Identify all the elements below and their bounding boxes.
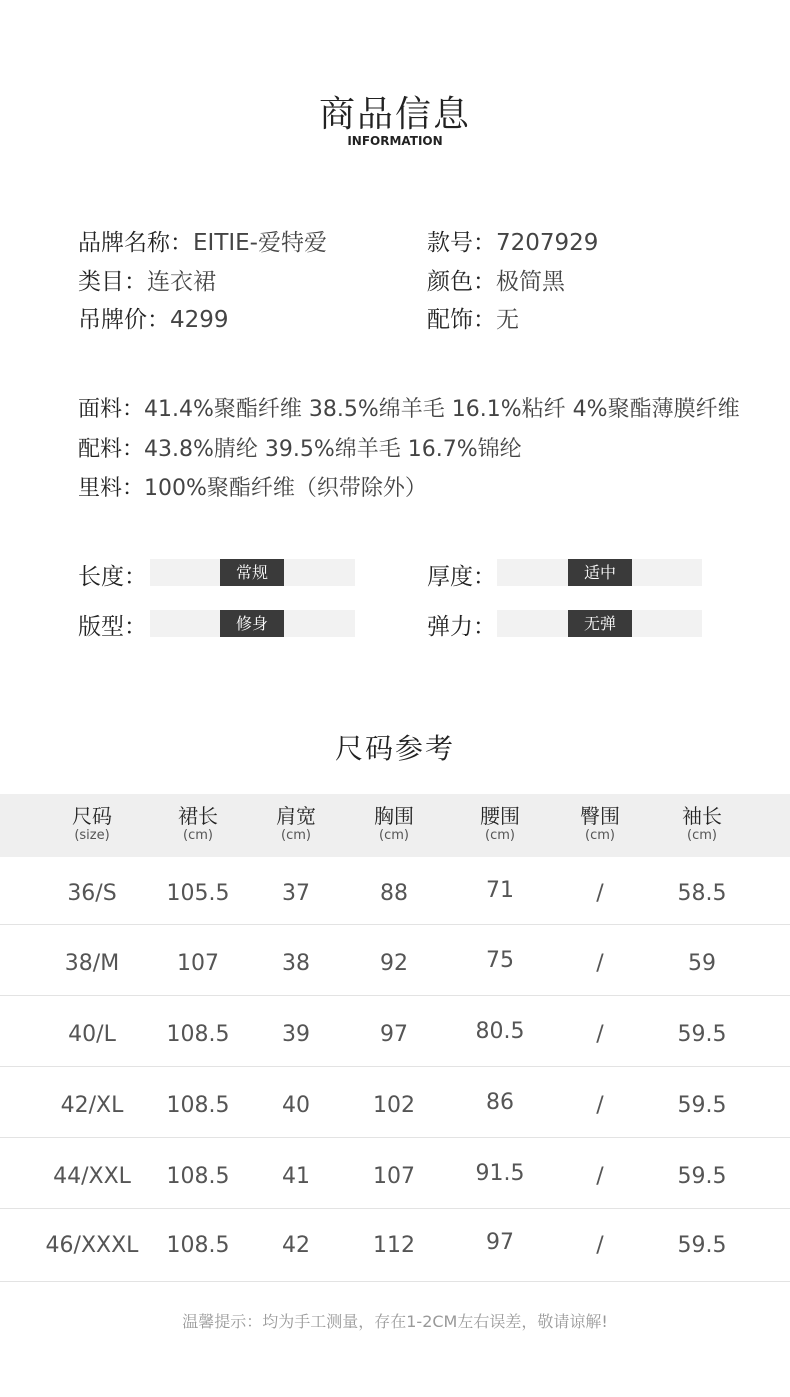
table-row [0, 857, 790, 925]
page-subtitle: INFORMATION [347, 134, 443, 148]
table-row [0, 1209, 790, 1282]
table-cell: 59.5 [677, 1022, 727, 1047]
accessory-label: 配饰： [427, 307, 496, 333]
col-header-name: 尺码 [72, 804, 112, 828]
table-cell: 108.5 [166, 1164, 230, 1189]
size-chart-title: 尺码参考 [334, 732, 455, 765]
table-cell: 59.5 [677, 1093, 727, 1118]
table-cell: 112 [373, 1233, 415, 1258]
table-cell: 108.5 [166, 1233, 230, 1258]
col-header-size [42, 804, 142, 844]
col-header-shoulder [246, 804, 346, 844]
col-header-name: 肩宽 [276, 804, 316, 828]
fit-bar [150, 610, 355, 637]
col-header-unit: (cm) [281, 828, 311, 843]
table-row [0, 1067, 790, 1138]
col-header-name: 臀围 [580, 804, 620, 828]
table-row [0, 996, 790, 1067]
col-header-name: 裙长 [178, 804, 218, 828]
lining-value: 100%聚酯纤维（织带除外） [144, 476, 427, 501]
table-cell: / [596, 951, 604, 976]
col-header-unit: (cm) [585, 828, 615, 843]
col-header-waist [450, 804, 550, 844]
price-label: 吊牌价： [78, 307, 170, 333]
col-header-hip [550, 804, 650, 844]
table-cell: 108.5 [166, 1022, 230, 1047]
length-tag: 常规 [220, 559, 284, 586]
col-header-unit: (cm) [687, 828, 717, 843]
col-header-bust [344, 804, 444, 844]
thickness-bar [497, 559, 702, 586]
col-header-unit: (cm) [485, 828, 515, 843]
accessory-value: 无 [496, 307, 519, 333]
trim-label: 配料： [78, 437, 145, 462]
col-header-name: 腰围 [480, 804, 520, 828]
category-label: 类目： [78, 269, 147, 295]
color-info [427, 263, 565, 296]
table-cell: 59.5 [677, 1233, 727, 1258]
table-cell: 86 [486, 1090, 514, 1115]
fabric-info [78, 392, 740, 423]
brand-value: EITIE-爱特爱 [193, 230, 327, 256]
table-cell: 88 [380, 881, 408, 906]
table-cell: 40 [282, 1093, 310, 1118]
category-info [78, 263, 216, 296]
accessory-info [427, 301, 519, 334]
table-cell: 42/XL [60, 1093, 124, 1118]
brand-label: 品牌名称： [78, 230, 193, 256]
trim-info [78, 432, 522, 463]
table-cell: 46/XXXL [45, 1233, 139, 1258]
length-bar [150, 559, 355, 586]
table-cell: 107 [373, 1164, 415, 1189]
lining-label: 里料： [78, 476, 145, 501]
table-cell: 92 [380, 951, 408, 976]
lining-info [78, 471, 427, 502]
fabric-value: 41.4%聚酯纤维 38.5%绵羊毛 16.1%粘纤 4%聚酯薄膜纤维 [144, 397, 740, 422]
brand-info [78, 224, 327, 257]
table-cell: 105.5 [166, 881, 230, 906]
table-cell: 102 [373, 1093, 415, 1118]
table-cell: 44/XXL [53, 1164, 131, 1189]
table-cell: 75 [486, 948, 514, 973]
table-cell: / [596, 1022, 604, 1047]
table-cell: 91.5 [475, 1161, 525, 1186]
price-value: 4299 [170, 307, 229, 333]
table-cell: 107 [177, 951, 219, 976]
table-cell: 38 [282, 951, 310, 976]
table-cell: 97 [380, 1022, 408, 1047]
page-title: 商品信息 [318, 94, 471, 135]
elasticity-label: 弹力： [427, 614, 496, 640]
table-cell: 59 [688, 951, 716, 976]
thickness-tag: 适中 [568, 559, 632, 586]
table-cell: 97 [486, 1230, 514, 1255]
col-header-unit: (cm) [379, 828, 409, 843]
size-table-header [0, 794, 790, 857]
style-no-value: 7207929 [496, 230, 599, 256]
fit-tag: 修身 [220, 610, 284, 637]
table-cell: / [596, 1164, 604, 1189]
table-cell: 58.5 [677, 881, 727, 906]
col-header-name: 胸围 [374, 804, 414, 828]
table-cell: 59.5 [677, 1164, 727, 1189]
table-cell: / [596, 881, 604, 906]
table-cell: 36/S [67, 881, 117, 906]
table-cell: 71 [486, 878, 514, 903]
table-cell: 37 [282, 881, 310, 906]
col-header-name: 袖长 [682, 804, 722, 828]
thickness-label: 厚度： [427, 564, 496, 590]
table-cell: 80.5 [475, 1019, 525, 1044]
table-cell: / [596, 1233, 604, 1258]
fabric-label: 面料： [78, 397, 145, 422]
col-header-dress-length [148, 804, 248, 844]
table-cell: 38/M [64, 951, 120, 976]
price-info [78, 301, 229, 334]
elasticity-tag: 无弹 [568, 610, 632, 637]
color-label: 颜色： [427, 269, 496, 295]
color-value: 极简黑 [496, 269, 565, 295]
length-label: 长度： [78, 564, 147, 590]
measurement-note: 温馨提示：均为手工测量，存在1-2CM左右误差，敬请谅解! [182, 1312, 608, 1331]
trim-value: 43.8%腈纶 39.5%绵羊毛 16.7%锦纶 [144, 437, 522, 462]
col-header-sleeve [652, 804, 752, 844]
fit-label: 版型： [78, 614, 147, 640]
table-cell: 40/L [68, 1022, 116, 1047]
table-row [0, 1138, 790, 1209]
table-cell: 41 [282, 1164, 310, 1189]
category-value: 连衣裙 [147, 269, 216, 295]
table-row [0, 925, 790, 996]
col-header-unit: (size) [74, 828, 110, 843]
col-header-unit: (cm) [183, 828, 213, 843]
table-cell: 108.5 [166, 1093, 230, 1118]
style-no-info [427, 224, 598, 257]
style-no-label: 款号： [427, 230, 496, 256]
table-cell: / [596, 1093, 604, 1118]
elasticity-bar [497, 610, 702, 637]
table-cell: 42 [282, 1233, 310, 1258]
table-cell: 39 [282, 1022, 310, 1047]
